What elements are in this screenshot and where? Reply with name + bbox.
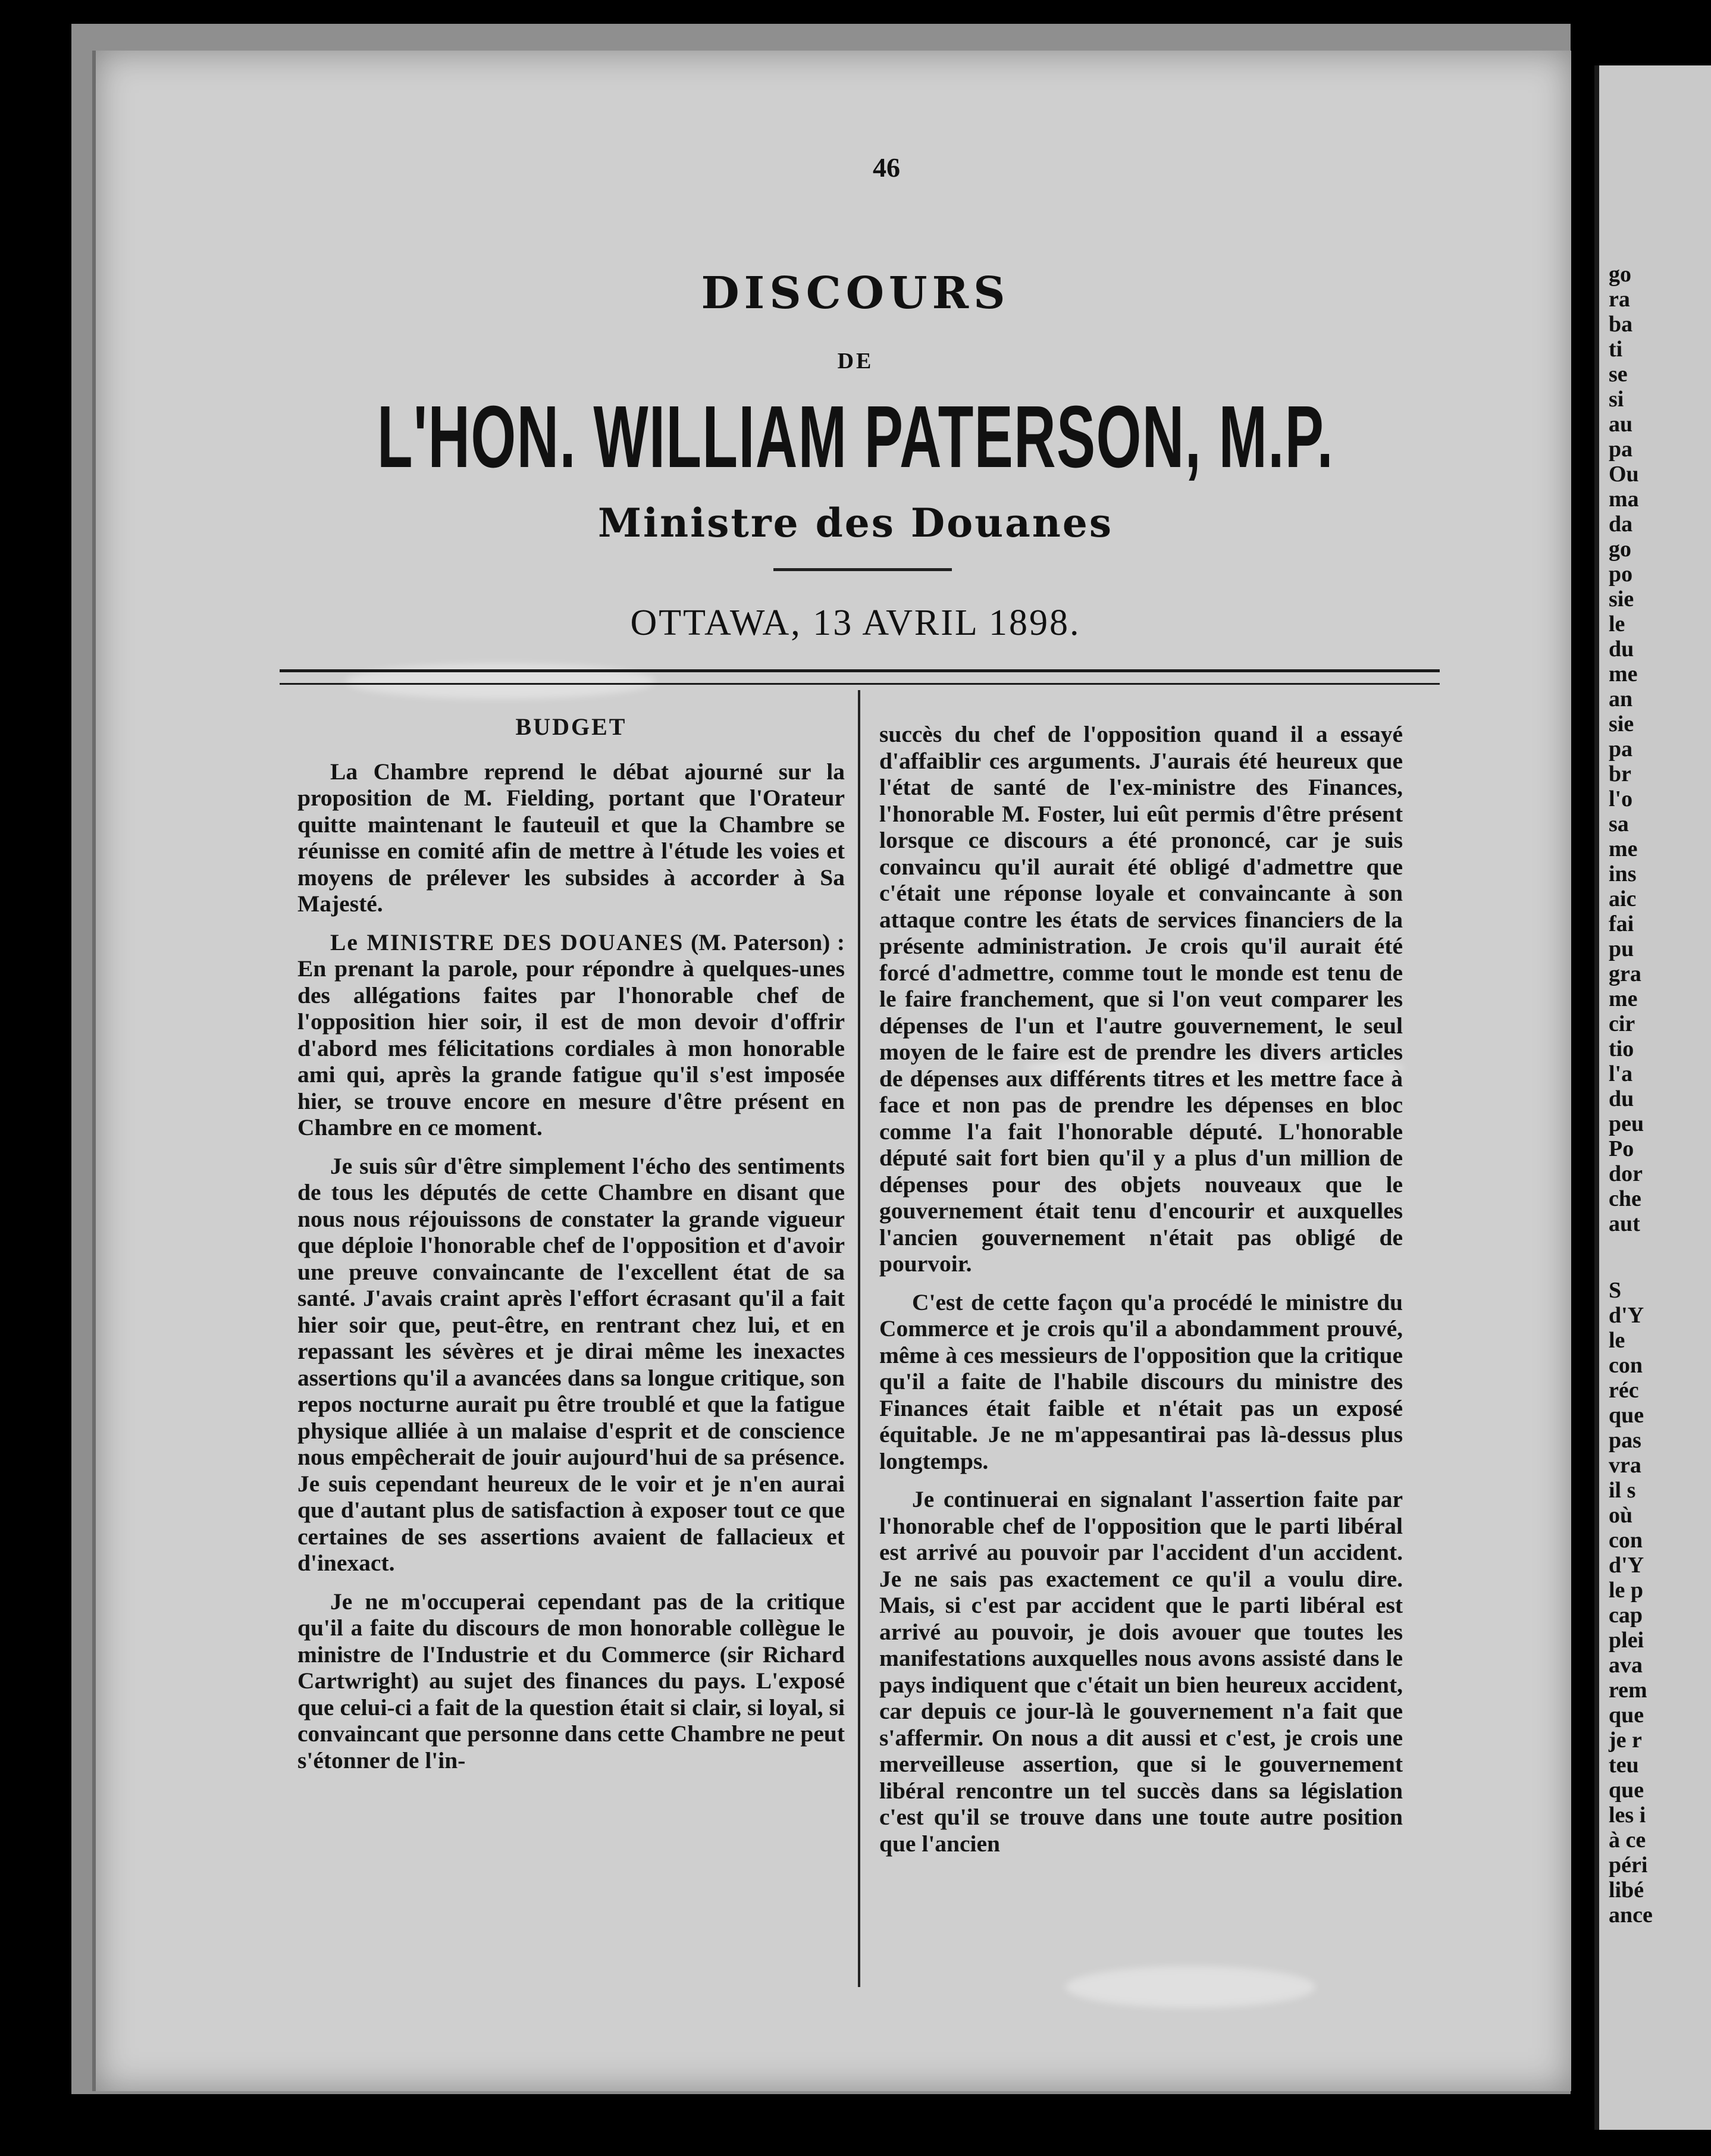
edge-fragment: an <box>1609 687 1633 712</box>
edge-fragment: pas <box>1609 1428 1641 1453</box>
edge-fragment: gra <box>1609 961 1641 986</box>
edge-fragment: ance <box>1609 1903 1653 1928</box>
edge-fragment: sie <box>1609 587 1634 612</box>
edge-fragment: réc <box>1609 1378 1639 1403</box>
edge-fragment: me <box>1609 836 1638 861</box>
edge-fragment: où <box>1609 1503 1633 1528</box>
edge-fragment: con <box>1609 1353 1643 1378</box>
edge-fragment: dor <box>1609 1161 1643 1186</box>
right-column <box>879 721 1403 1869</box>
edge-fragment: l'a <box>1609 1061 1633 1086</box>
next-page-fragments <box>1599 262 1711 1928</box>
edge-fragment: le <box>1609 1328 1625 1353</box>
left-column <box>297 714 845 1785</box>
edge-fragment: du <box>1609 1086 1634 1111</box>
paragraph-text: (M. Paterson) : En prenant la parole, pour répondre à quelques-unes des allégations faites par l'honorable chef de l'opposition hier soir, il est de mon devoir d'offrir d'abord mes félicitations cordiales à mon honorable ami qui, après la grande fatigue qu'il s'est imposée hier, se trouve encore en mesure d'être présent en Chambre en ce moment. <box>297 929 845 1140</box>
next-page-edge <box>1594 65 1711 2130</box>
edge-fragment: da <box>1609 512 1633 537</box>
edge-fragment: cir <box>1609 1011 1635 1036</box>
edge-fragment: d'Y <box>1609 1553 1644 1578</box>
edge-fragment: il s <box>1609 1478 1636 1503</box>
edge-fragment: pa <box>1609 737 1633 762</box>
edge-fragment: br <box>1609 762 1631 786</box>
paragraph: C'est de cette façon qu'a procédé le ministre du Commerce et je crois qu'il a abondamment prouvé, même à ces messieurs de l'opposition que la critique qu'il a faite de l'habile discours du ministre des Finances était faible et n'était pas un exposé équitable. Je ne m'appesantirai pas là-dessus plus longtemps. <box>879 1289 1403 1474</box>
speaker-name-heading: L'HON. WILLIAM PATERSON, M.P. <box>377 388 1334 486</box>
edge-fragment: peu <box>1609 1111 1644 1136</box>
paragraph: Je suis sûr d'être simplement l'écho des sentiments de tous les députés de cette Chambre en disant que nous nous réjouissons de constater la grande vigueur que déploie l'honorable chef de l'opposition et d'avoir une preuve convaincante de l'excellent état de sa santé. J'avais craint après l'effort écrasant qu'il a fait hier soir que, peut-être, en rentrant chez lui, et en repassant les sévères et je dirai même les inexactes assertions qu'il a avancées dans sa longue critique, son repos nocturne aurait pu être troublé et que la fatigue physique alliée à un malaise d'esprit et de conscience nous empêcherait de jouir aujourd'hui de sa présence. Je suis cependant heureux de le voir et je n'en aurai que d'autant plus de satisfaction à exposer tout ce que certaines de ses assertions avaient de fallacieux et d'inexact. <box>297 1152 845 1576</box>
heading-discours: DISCOURS <box>701 268 1010 319</box>
edge-fragment: cap <box>1609 1603 1643 1628</box>
edge-fragment: ma <box>1609 487 1639 512</box>
edge-fragment: si <box>1609 387 1624 412</box>
edge-fragment: le <box>1609 612 1625 637</box>
edge-fragment: S <box>1609 1278 1622 1303</box>
edge-fragment: l'o <box>1609 786 1633 811</box>
edge-fragment: le p <box>1609 1578 1644 1603</box>
edge-fragment: ra <box>1609 287 1630 312</box>
edge-fragment: au <box>1609 412 1633 437</box>
edge-fragment: che <box>1609 1186 1641 1211</box>
speaker-label: Le MINISTRE DES DOUANES <box>330 929 684 955</box>
edge-fragment: aic <box>1609 886 1637 911</box>
edge-fragment: Po <box>1609 1136 1634 1161</box>
page-number: 46 <box>873 152 900 183</box>
edge-fragment: sie <box>1609 712 1634 737</box>
paragraph: Je continuerai en signalant l'assertion faite par l'honorable chef de l'opposition que le parti libéral est arrivé au pouvoir par l'accident d'un accident. Je ne sais pas exactement ce qu'il a voulu dire. Mais, si c'est par accident que le parti libéral est arrivé au pouvoir, je dois avouer que toutes les manifestations auxquelles nous avons assisté dans le pays indiquent que c'était un bien heureux accident, car depuis ce jour-là le gouvernement n'a fait que s'affermir. On nous a dit aussi et c'est, je crois une merveilleuse assertion, que si le gouvernement libéral rencontre un tel succès dans sa législation c'est qu'il se trouve dans une toute autre position que l'ancien <box>879 1486 1403 1857</box>
edge-fragment: libé <box>1609 1878 1644 1903</box>
edge-fragment: con <box>1609 1528 1643 1553</box>
paragraph-speaker <box>297 929 845 1141</box>
edge-fragment: pa <box>1609 437 1633 462</box>
edge-fragment: teu <box>1609 1753 1639 1778</box>
edge-fragment: vra <box>1609 1453 1641 1478</box>
edge-fragment: po <box>1609 562 1633 587</box>
edge-fragment: ba <box>1609 312 1633 337</box>
paragraph: succès du chef de l'opposition quand il a essayé d'affaiblir ces arguments. J'aurais été heureux que l'état de santé de l'ex-ministre des Finances, l'honorable M. Foster, lui eût permis d'être présent lorsque ce discours a été prononcé, car je suis convaincu qu'il aurait été obligé d'admettre que c'était une réponse loyale et convaincante à son attaque contre les états de services financiers de la présente administration. Je crois qu'il aurait été forcé d'admettre, comme tout le monde est tenu de le faire franchement, que si l'on veut comparer les dépenses de l'un et l'autre gouvernement, le seul moyen de le faire est de prendre les divers articles de dépenses aux différents titres et les mettre face à face et non pas de prendre les dépenses en bloc comme l'a fait l'honorable député. L'honorable député sait fort bien qu'il y a plus d'un million de dépenses pour des objets nouveaux que le gouvernement était tenu d'encourir et auxquelles l'ancien gouvernement n'était pas obligé de pourvoir. <box>879 721 1403 1277</box>
edge-fragment: tio <box>1609 1036 1634 1061</box>
short-rule <box>773 568 952 571</box>
edge-fragment: aut <box>1609 1211 1640 1236</box>
edge-fragment: à ce <box>1609 1828 1646 1853</box>
edge-fragment: les i <box>1609 1803 1646 1828</box>
edge-fragment: ti <box>1609 337 1623 362</box>
edge-fragment: rem <box>1609 1678 1647 1703</box>
section-title: BUDGET <box>515 713 627 740</box>
edge-fragment: du <box>1609 637 1634 662</box>
edge-fragment: que <box>1609 1778 1644 1803</box>
edge-fragment: pu <box>1609 936 1634 961</box>
edge-fragment: péri <box>1609 1853 1648 1878</box>
edge-fragment: ins <box>1609 861 1637 886</box>
heading-de: DE <box>837 349 874 374</box>
double-rule <box>280 669 1440 685</box>
paragraph: La Chambre reprend le débat ajourné sur la proposition de M. Fielding, portant que l'Orateur quitte maintenant le fauteuil et que la Chambre se réunisse en comité afin de mettre à l'étude les voies et moyens de prélever les subsides à accorder à Sa Majesté. <box>297 758 845 917</box>
edge-fragment: me <box>1609 986 1638 1011</box>
edge-fragment: que <box>1609 1403 1644 1428</box>
edge-fragment: se <box>1609 362 1628 387</box>
edge-fragment: Ou <box>1609 462 1639 487</box>
edge-fragment: d'Y <box>1609 1303 1644 1328</box>
edge-gap <box>1599 1236 1711 1278</box>
edge-fragment: fai <box>1609 911 1634 936</box>
edge-fragment: go <box>1609 262 1631 287</box>
edge-fragment: ava <box>1609 1653 1643 1678</box>
edge-fragment: que <box>1609 1703 1644 1728</box>
paragraph: Je ne m'occuperai cependant pas de la critique qu'il a faite du discours de mon honorable collègue le ministre de l'Industrie et du Commerce (sir Richard Cartwright) au sujet des finances du pays. L'exposé que celui-ci a fait de la question était si clair, si loyal, si convaincant que personne dans cette Chambre ne peut s'étonner de l'in- <box>297 1588 845 1773</box>
column-divider <box>858 690 860 1987</box>
edge-fragment: je r <box>1609 1728 1642 1753</box>
edge-fragment: me <box>1609 662 1638 687</box>
speaker-role-heading: Ministre des Douanes <box>598 500 1113 546</box>
edge-fragment: sa <box>1609 811 1629 836</box>
edge-fragment: go <box>1609 537 1631 562</box>
dateline: OTTAWA, 13 AVRIL 1898. <box>630 603 1081 643</box>
edge-fragment: plei <box>1609 1628 1644 1653</box>
